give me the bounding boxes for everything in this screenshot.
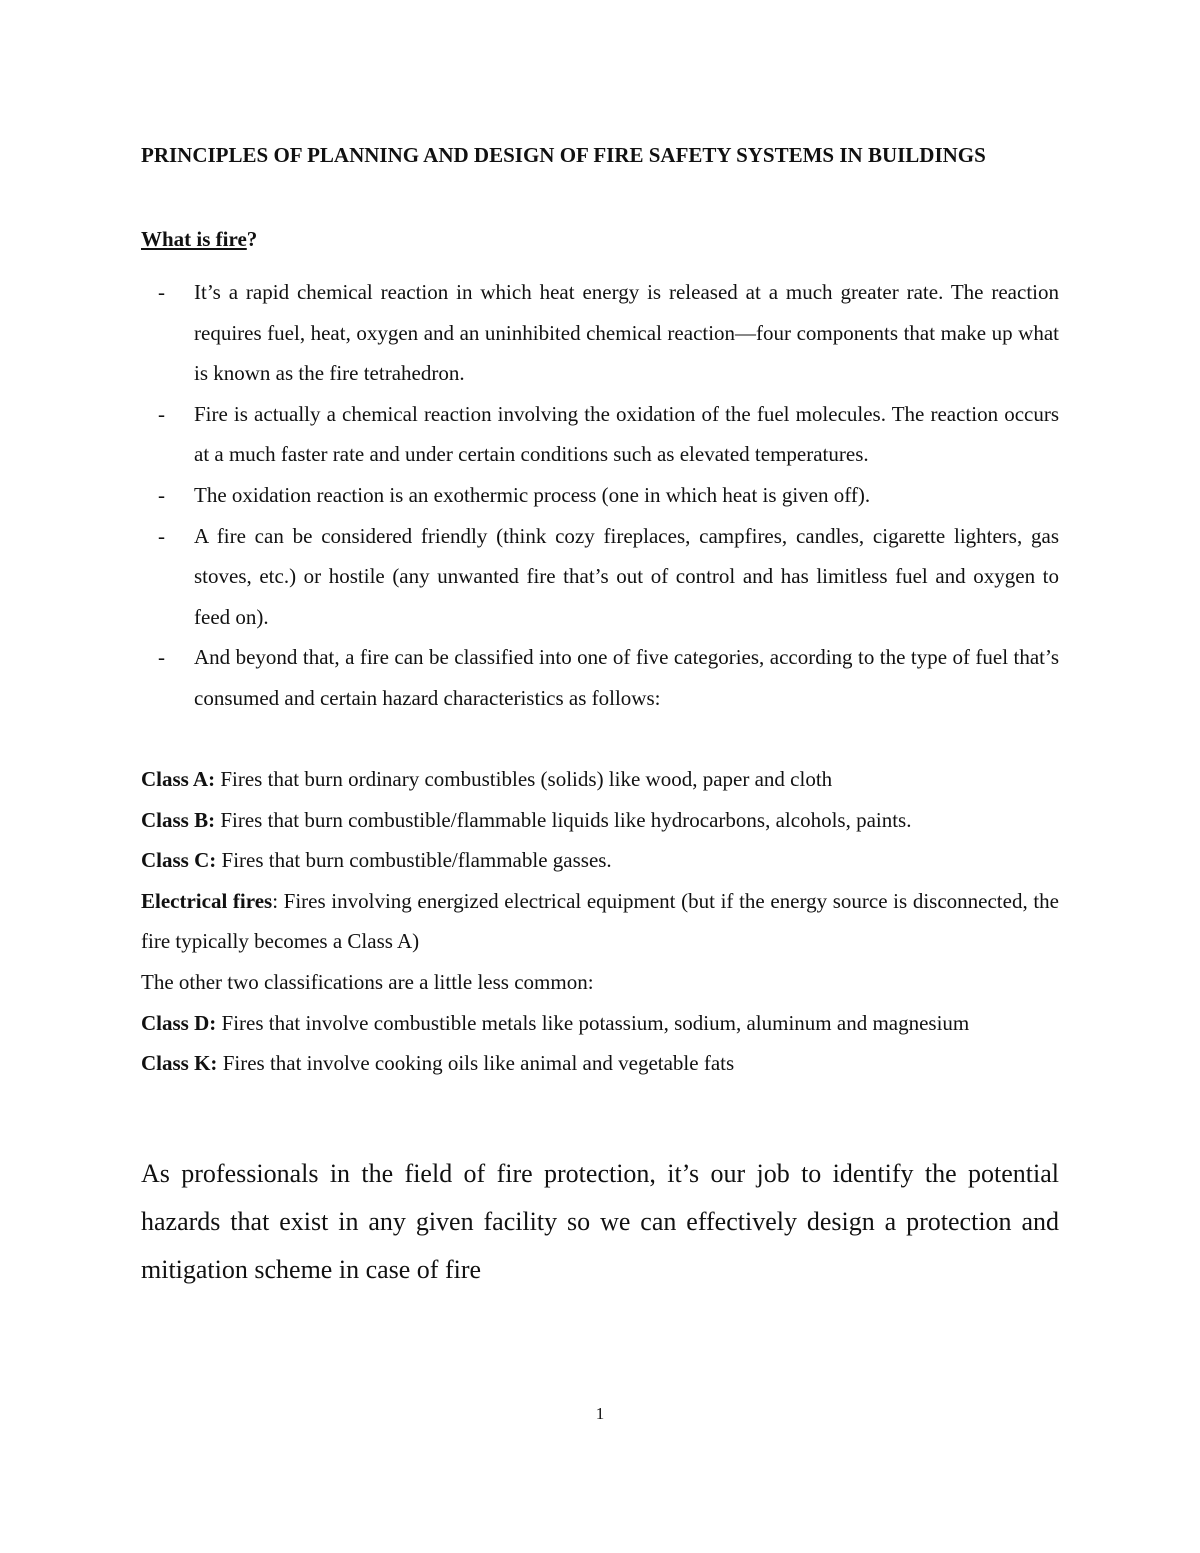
section-heading-mark: ? — [246, 227, 258, 251]
class-d-paragraph — [141, 1003, 1059, 1044]
bullet-dash: - — [158, 482, 165, 507]
class-k-label: Class K: — [141, 1051, 218, 1076]
bullet-dash: - — [158, 523, 165, 548]
class-a-text: Fires that burn ordinary combustibles (solids) like wood, paper and cloth — [215, 767, 833, 791]
bullet-dash: - — [158, 645, 165, 670]
list-item-text: It’s a rapid chemical reaction in which heat energy is released at a much greater rate. The reaction requires fuel, heat, oxygen and an uninhibited chemical reaction—four components that make up what is known as the fire tetrahedron. — [194, 280, 1059, 386]
list-item — [141, 637, 1059, 718]
list-item-text: And beyond that, a fire can be classified into one of five categories, according to the type of fuel that’s consumed and certain hazard characteristics as follows: — [194, 645, 1059, 710]
list-item-text: Fire is actually a chemical reaction involving the oxidation of the fuel molecules. The reaction occurs at a much faster rate and under certain conditions such as elevated temperatures. — [194, 401, 1059, 467]
electrical-fires-text: : Fires involving energized electrical equipment (but if the energy source is disconnected, the fire typically becomes a Class A) — [141, 888, 1059, 954]
fire-definition-list — [141, 272, 1059, 719]
bullet-dash: - — [158, 401, 165, 426]
class-d-text: Fires that involve combustible metals like potassium, sodium, aluminum and magnesium — [216, 1010, 970, 1035]
class-a-label: Class A: — [141, 767, 216, 791]
fire-classes — [141, 759, 1059, 1084]
class-c-label: Class C: — [141, 848, 217, 873]
class-k-text: Fires that involve cooking oils like animal and vegetable fats — [217, 1051, 735, 1076]
class-b-label: Class B: — [141, 807, 216, 832]
class-b-paragraph — [141, 800, 1059, 841]
list-item — [141, 394, 1059, 475]
section-heading-text: What is fire — [141, 227, 247, 251]
section-heading — [141, 224, 257, 254]
class-k-paragraph — [141, 1043, 1059, 1084]
closing-paragraph: As professionals in the field of fire protection, it’s our job to identify the potential hazards that exist in any given facility so we can effectively design a protection and mitigation scheme in case of fire — [141, 1159, 1059, 1284]
list-item-text: The oxidation reaction is an exothermic process (one in which heat is given off). — [194, 482, 871, 507]
class-d-label: Class D: — [141, 1010, 217, 1035]
class-a-paragraph — [141, 759, 1059, 800]
class-c-text: Fires that burn combustible/flammable gasses. — [216, 848, 612, 873]
class-b-text: Fires that burn combustible/flammable liquids like hydrocarbons, alcohols, paints. — [215, 807, 912, 832]
electrical-fires-paragraph — [141, 881, 1059, 962]
list-item — [141, 475, 1059, 516]
page-number: 1 — [595, 1404, 605, 1423]
other-classes-note: The other two classifications are a little less common: — [141, 969, 594, 994]
class-c-paragraph — [141, 840, 1059, 881]
bullet-dash: - — [158, 280, 165, 304]
list-item — [141, 516, 1059, 638]
electrical-fires-label: Electrical fires — [141, 888, 273, 913]
list-item-text: A fire can be considered friendly (think cozy fireplaces, campfires, candles, cigarette lighters, gas stoves, etc.) or hostile (any unwanted fire that’s out of control and has limitless fuel and oxygen to feed on). — [194, 523, 1059, 629]
document-title: PRINCIPLES OF PLANNING AND DESIGN OF FIRE SAFETY SYSTEMS IN BUILDINGS — [141, 143, 986, 167]
list-item — [141, 272, 1059, 394]
